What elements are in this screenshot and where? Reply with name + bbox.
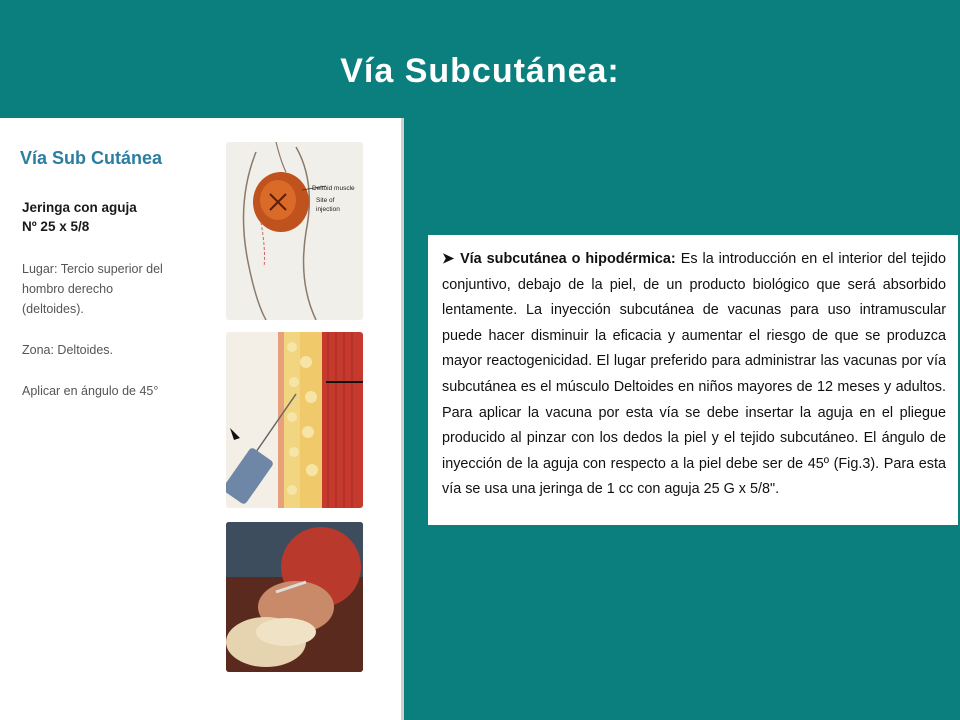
card-heading: Vía Sub Cutánea: [20, 148, 163, 168]
slide-title: Vía Subcutánea:: [340, 52, 620, 90]
description-card: [428, 235, 958, 525]
description-paragraph: [442, 247, 946, 503]
deltoid-illustration: [226, 142, 363, 320]
location-line-1: Lugar: Tercio superior del: [22, 262, 163, 276]
left-info-card: [0, 118, 404, 720]
site-label-1: Site of: [316, 197, 335, 204]
location-text: [22, 259, 163, 319]
location-line-2: hombro derecho: [22, 282, 114, 296]
zone-text: Zona: Deltoides.: [22, 343, 114, 357]
injection-photo: [226, 522, 363, 672]
syringe-line-1: Jeringa con aguja: [22, 200, 137, 215]
bullet-arrow-icon: ➤: [442, 251, 455, 267]
site-label-2: injection: [316, 206, 340, 213]
injection-layers-illustration: [226, 332, 363, 508]
angle-text: Aplicar en ángulo de 45°: [22, 384, 159, 398]
syringe-line-2: Nº 25 x 5/8: [22, 219, 90, 234]
location-line-3: (deltoides).: [22, 302, 84, 316]
deltoid-label: Deltoid muscle: [312, 185, 355, 192]
description-term: Vía subcutánea o hipodérmica:: [460, 251, 676, 267]
syringe-spec: [22, 198, 137, 236]
description-body: Es la introducción en el interior del tejido conjuntivo, debajo de la piel, de un producto biológico que será absorbido lentamente. La inyección subcutánea de vacunas para uso intramuscular puede hacer disminuir la eficacia y aumentar el riesgo de que se produzca mayor reactogenicidad. El lugar preferido para administrar las vacunas por vía subcutánea es el músculo Deltoides en niños mayores de 12 meses y adultos. Para aplicar la vacuna por esta vía se debe insertar la aguja en el pliegue producido al pinzar con los dedos la piel y el tejido subcutáneo. El ángulo de inyección de la aguja con respecto a la piel debe ser de 45º (Fig.3). Para esta vía se usa una jeringa de 1 cc con aguja 25 G x 5/8".: [442, 251, 946, 498]
